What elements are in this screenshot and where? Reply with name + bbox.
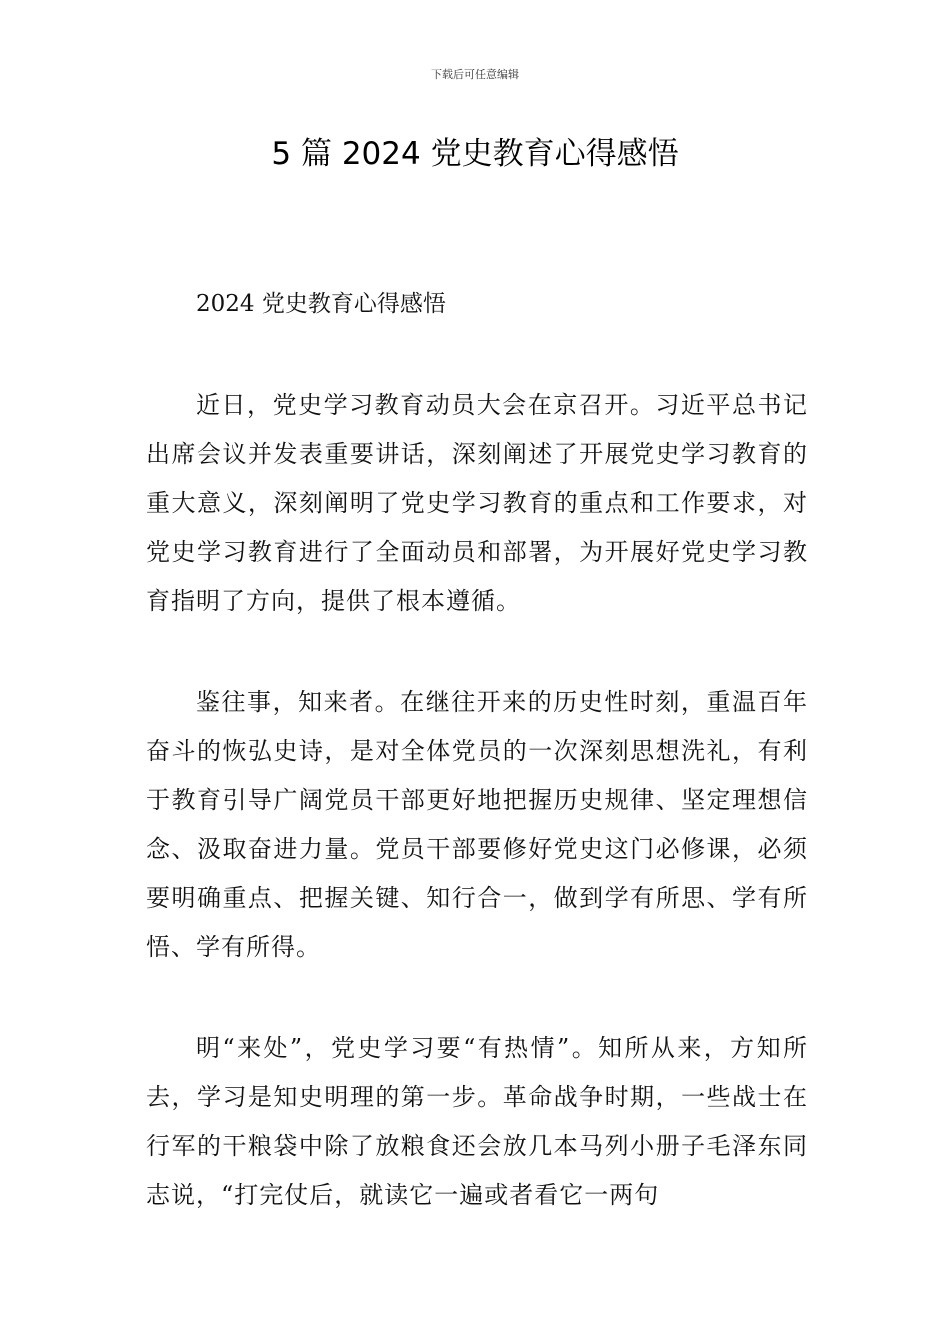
header-note: 下载后可任意编辑 [431, 68, 519, 81]
document-title: 5 篇 2024 党史教育心得感悟 [271, 136, 679, 172]
paragraph: 近日，党史学习教育动员大会在京召开。习近平总书记出席会议并发表重要讲话，深刻阐述了开展党史学习教育的重大意义，深刻阐明了党史学习教育的重点和工作要求，对党史学习教育进行了全面动员和部署，为开展好党史学习教育指明了方向，提供了根本遵循。 [146, 391, 808, 615]
paragraph: 鉴往事，知来者。在继往开来的历史性时刻，重温百年奋斗的恢弘史诗，是对全体党员的一次深刻思想洗礼，有利于教育引导广阔党员干部更好地把握历史规律、坚定理想信念、汲取奋进力量。党员干部要修好党史这门必修课，必须要明确重点、把握关键、知行合一，做到学有所思、学有所悟、学有所得。 [146, 688, 808, 961]
section-subtitle: 2024 党史教育心得感悟 [196, 291, 446, 317]
paragraph: 明“来处”，党史学习要“有热情”。知所从来，方知所去，学习是知史明理的第一步。革命战争时期，一些战士在行军的干粮袋中除了放粮食还会放几本马列小册子毛泽东同志说，“打完仗后，就读它一遍或者看它一两句 [146, 1034, 808, 1209]
document-body [146, 280, 808, 1272]
